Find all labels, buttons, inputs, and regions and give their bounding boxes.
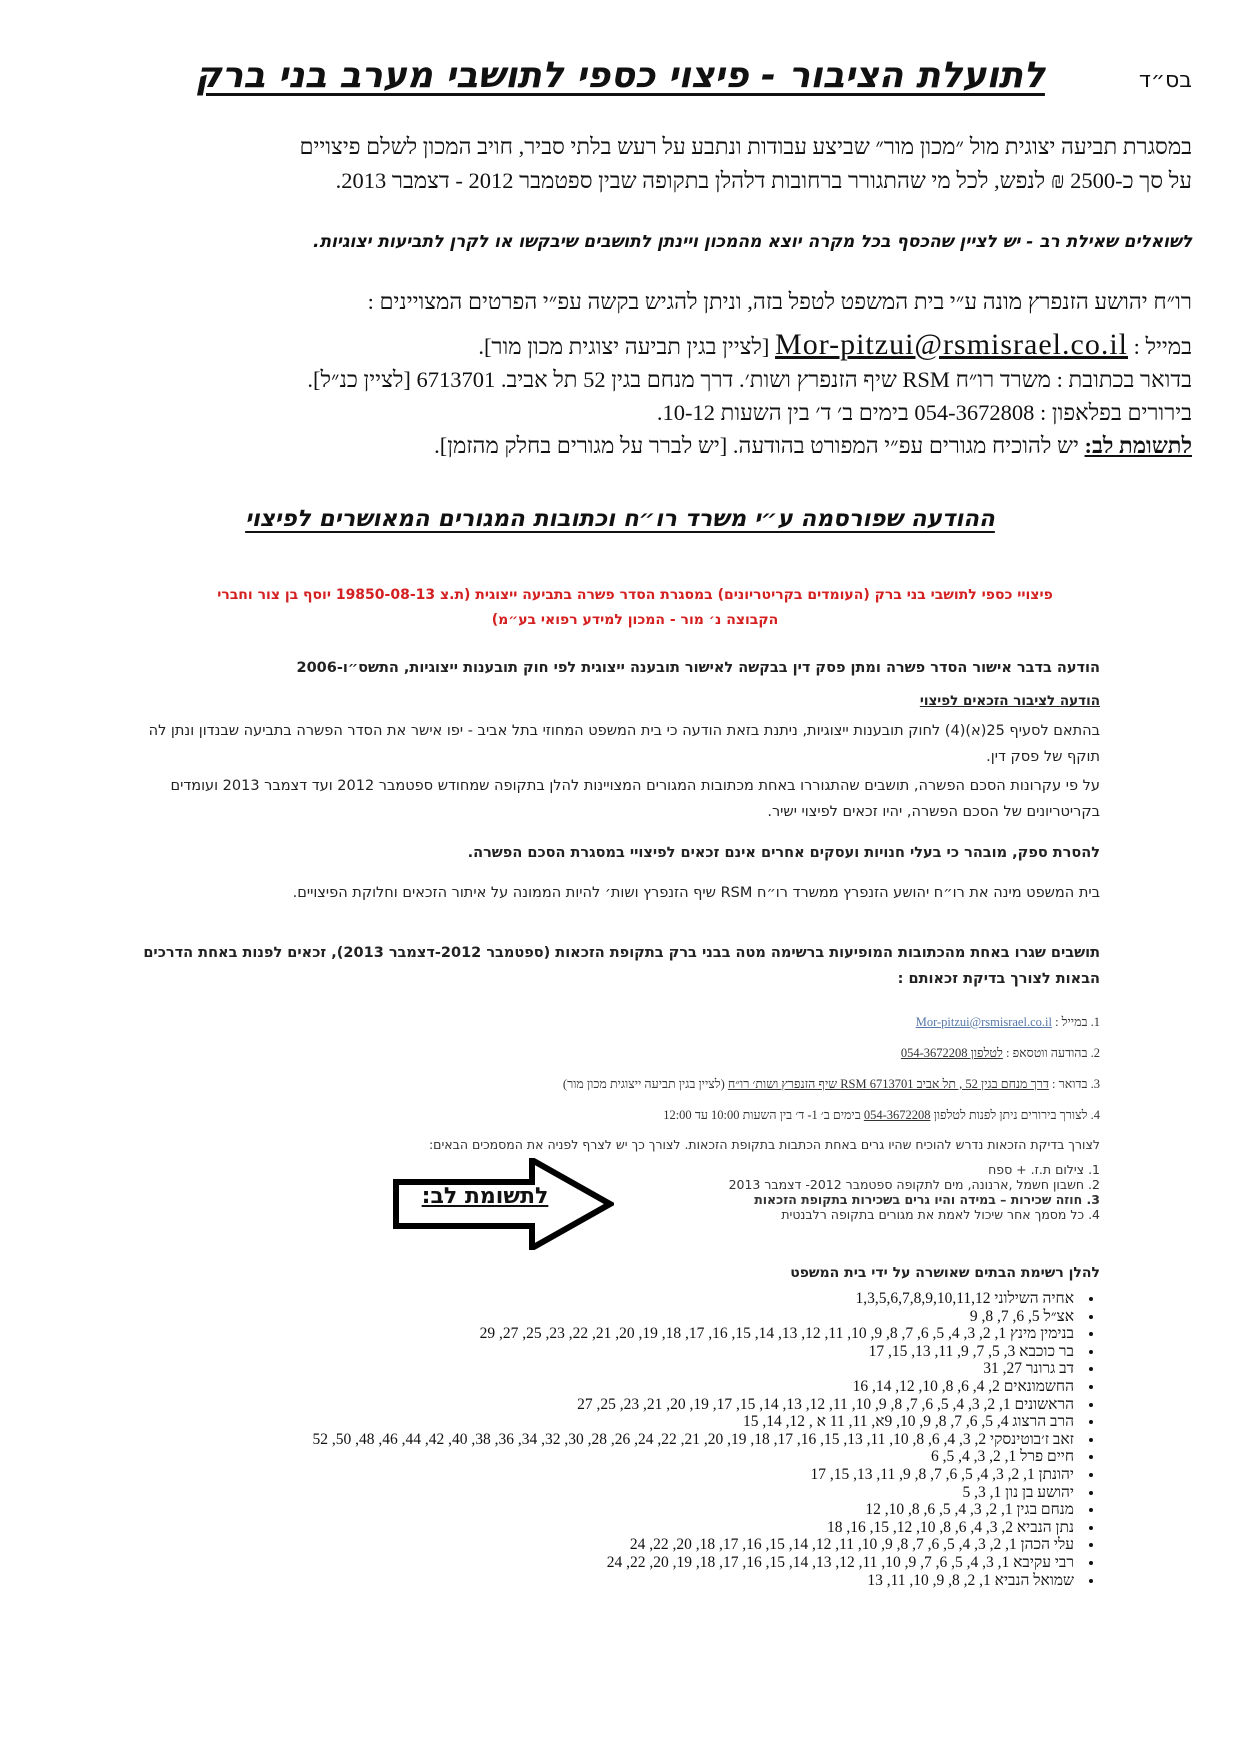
notice-paragraph-3: להסרת ספק, מובהר כי בעלי חנויות ועסקים אחרים אינם זכאים לפיצויי במסגרת הסכם הפשרה.	[467, 845, 1100, 861]
notice-paragraph-4: בית המשפט מינה את רו״ח יהושע הזנפרץ ממשרד רו״ח RSM שיף הזנפרץ ושות׳ להיות הממונה על איתור הזכאים וחלוקת הפיצויים.	[292, 885, 1100, 901]
notice-paragraph-2: על פי עקרונות הסכם הפשרה, תושבים שהתגוררו באחת מכתובות המגורים המצויינות להלן בתקופה שמחודש ספטמבר 2012 ועד דצמבר 2013 ועומדים בקריטריונים של הסכם הפשרה, יהיו זכאים לפיצוי ישיר.	[170, 778, 1100, 820]
street-item: • הראשונים 1, 2, 3, 4, 5, 6, 7, 8, 9, 10, 11, 12, 13, 14, 15, 17, 19, 20, 21, 23, 25, 27	[100, 1396, 1078, 1414]
way-item: 3. בדואר : דרך מנחם בגין 52 , תל אביב 6713701 RSM שיף הזנפרץ ושות׳ רו״ח (לציין בגין תביעה ייצוגית מכון מור)	[562, 1077, 1100, 1091]
street-item: • שמואל הנביא 1, 2, 8, 9, 10, 11, 13	[100, 1572, 1078, 1590]
street-item: • נתן הנביא 2, 3, 4, 6, 8, 10, 12, 15, 16, 18	[100, 1519, 1078, 1537]
street-item: • הרב הרצוג 4, 5, 6, 7, 8, 9, 10, 9א, 11, 11 א , 12, 14, 15	[100, 1413, 1078, 1431]
street-item: • אצ״ל 5, 6, 7, 8, 9	[100, 1308, 1078, 1326]
way-item: 2. בהודעה ווטסאפ : לטלפון 054-3672208	[900, 1046, 1100, 1060]
street-item: • יהושע בן נון 1, 3, 5	[100, 1484, 1078, 1502]
bsd-header: בס״ד	[1138, 68, 1192, 93]
street-item: • עלי הכהן 1, 2, 3, 4, 5, 6, 7, 8, 9, 10, 11, 12, 14, 15, 16, 17, 18, 20, 22, 24	[100, 1536, 1078, 1554]
red-case-header: פיצויי כספי לתושבי בני ברק (העומדים בקריטריונים) במסגרת הסדר פשרה בתביעה ייצוגית (ת.צ 19850-08-13 יוסף בן צור וחברי הקבוצה נ׳ מור - המכון למידע רפואי בע״מ)	[217, 587, 1053, 628]
notice-heading: הודעה בדבר אישור הסדר פשרה ומתן פסק דין בבקשה לאישור תובענה ייצוגית לפי חוק תובענות ייצוגיות, התשס״ו-2006	[296, 660, 1100, 676]
street-item: • דב גרונר 27, 31	[100, 1360, 1078, 1378]
notice-paragraph-1: בהתאם לסעיף 25(א)(4) לחוק תובענות ייצוגיות, ניתנת בזאת הודעה כי בית המשפט המחוזי בתל אביב - יפו אישר את הסדר הפשרה בתביעה שבנדון ונתן לה תוקף של פסק דין.	[148, 723, 1100, 765]
attention-line: לתשומת לב: יש להוכיח מגורים עפ״י המפורט בהודעה. [יש לברר על מגורים בחלק מהזמן].	[434, 433, 1192, 458]
page-title: לתועלת הציבור - פיצוי כספי לתושבי מערב בני ברק	[195, 55, 1045, 96]
contact-section	[42, 285, 1192, 462]
street-item: • אחיה השילוני 1,3,5,6,7,8,9,10,11,12	[100, 1290, 1078, 1308]
houses-list-title: להלן רשימת הבתים שאושרה על ידי בית המשפט	[790, 1265, 1100, 1281]
way-item: 1. במייל : Mor-pitzui@rsmisrael.co.il	[915, 1015, 1100, 1029]
way-item: 4. לצורך בירורים ניתן לפנות לטלפון 054-3672208 בימים ב׳ 1- ד׳ בין השעות 10:00 עד 12:00	[663, 1108, 1100, 1122]
notice-subheading: הודעה לציבור הזכאים לפיצוי	[919, 693, 1100, 709]
way-email-link[interactable]: Mor-pitzui@rsmisrael.co.il	[915, 1015, 1052, 1029]
email-link[interactable]: Mor-pitzui@rsmisrael.co.il	[775, 328, 1128, 361]
contact-email-line: במייל : Mor-pitzui@rsmisrael.co.il [לציין בגין תביעה יצוגית מכון מור].	[478, 328, 1192, 361]
contact-phone-line: בירורים בפלאפון : 054-3672808 בימים ב׳ ד׳ בין השעות 10-12.	[656, 400, 1192, 425]
documents-list: 1. צילום ת.ז. + ספח 2. חשבון חשמל ,ארנונה, מים לתקופה ספטמבר 2012- דצמבר 2013 3. חוזה שכירות – במידה והיו גרים בשכירות בתקופת הזכאות 4. כל מסמך אחר שיכול לאמת את מגורים בתקופה רלבנטית	[728, 1162, 1100, 1222]
street-item: • חיים פרל 1, 2, 3, 4, 5, 6	[100, 1448, 1078, 1466]
street-item: • יהונתן 1, 2, 3, 4, 5, 6, 7, 8, 9, 11, 13, 15, 17	[100, 1466, 1078, 1484]
street-item: • רבי עקיבא 1, 3, 4, 5, 6, 7, 9, 10, 11, 12, 13, 14, 15, 16, 17, 18, 19, 20, 22, 24	[100, 1554, 1078, 1572]
notice-title: ההודעה שפורסמה ע״י משרד רו״ח וכתובות המגורים המאושרים לפיצוי	[245, 506, 995, 532]
street-item: • זאב ז׳בוטינסקי 2, 3, 4, 6, 8, 10, 11, 13, 15, 16, 17, 18, 19, 20, 21, 22, 24, 26, 28, 30, 32, 34, 36, 38, 40, 42, 44, 46, 48, 50, 52	[100, 1431, 1078, 1449]
contact-mail-line: בדואר בכתובת : משרד רו״ח RSM שיף הזנפרץ ושות׳. דרך מנחם בגין 52 תל אביב. 6713701 [לציין כנ״ל].	[307, 367, 1192, 392]
streets-list	[100, 1290, 1100, 1589]
street-item: • בנימין מינץ 1, 2, 3, 4, 5, 6, 7, 8, 9, 10, 11, 12, 13, 14, 15, 16, 17, 18, 19, 20, 21, 22, 23, 25, 27, 29	[100, 1325, 1078, 1343]
contact-intro: רו״ח יהושע הזנפרץ מונה ע״י בית המשפט לטפל בזה, וניתן להגיש בקשה עפ״י הפרטים המצויינים :	[367, 289, 1192, 314]
street-item: • מנחם בגין 1, 2, 3, 4, 5, 6, 8, 10, 12	[100, 1501, 1078, 1519]
attention-arrow-label: לתשומת לב:	[421, 1184, 549, 1209]
street-item: • בר כוכבא 3, 5, 7, 9, 11, 13, 15, 17	[100, 1343, 1078, 1361]
rabbi-note: לשואלים שאילת רב - יש לציין שהכסף בכל מקרה יוצא מהמכון ויינתן לתושבים שיבקשו או לקרן לתביעות יצוגיות.	[313, 232, 1192, 252]
notice-paragraph-5: תושבים שגרו באחת מהכתובות המופיעות ברשימה מטה בבני ברק בתקופת הזכאות (ספטמבר 2012-דצמבר 2013), זכאים לפנות באחת הדרכים הבאות לצורך בדיקת זכאותם :	[143, 945, 1100, 987]
street-item: • החשמונאים 2, 4, 6, 8, 10, 12, 14, 16	[100, 1378, 1078, 1396]
documents-intro: לצורך בדיקת הזכאות נדרש להוכיח שהיו גרים באחת הכתבות בתקופת הזכאות. לצורך כך יש לצרף לפניה את המסמכים הבאים:	[428, 1137, 1100, 1152]
intro-paragraph: במסגרת תביעה יצוגית מול ״מכון מור״ שביצע עבודות ונתבע על רעש בלתי סביר, חויב המכון לשלם פיצויים על סך כ-2500 ₪ לנפש, לכל מי שהתגורר ברחובות דלהלן בתקופה שבין ספטמבר 2012 - דצמבר 2013.	[299, 134, 1192, 193]
contact-ways-list	[340, 1015, 1100, 1139]
